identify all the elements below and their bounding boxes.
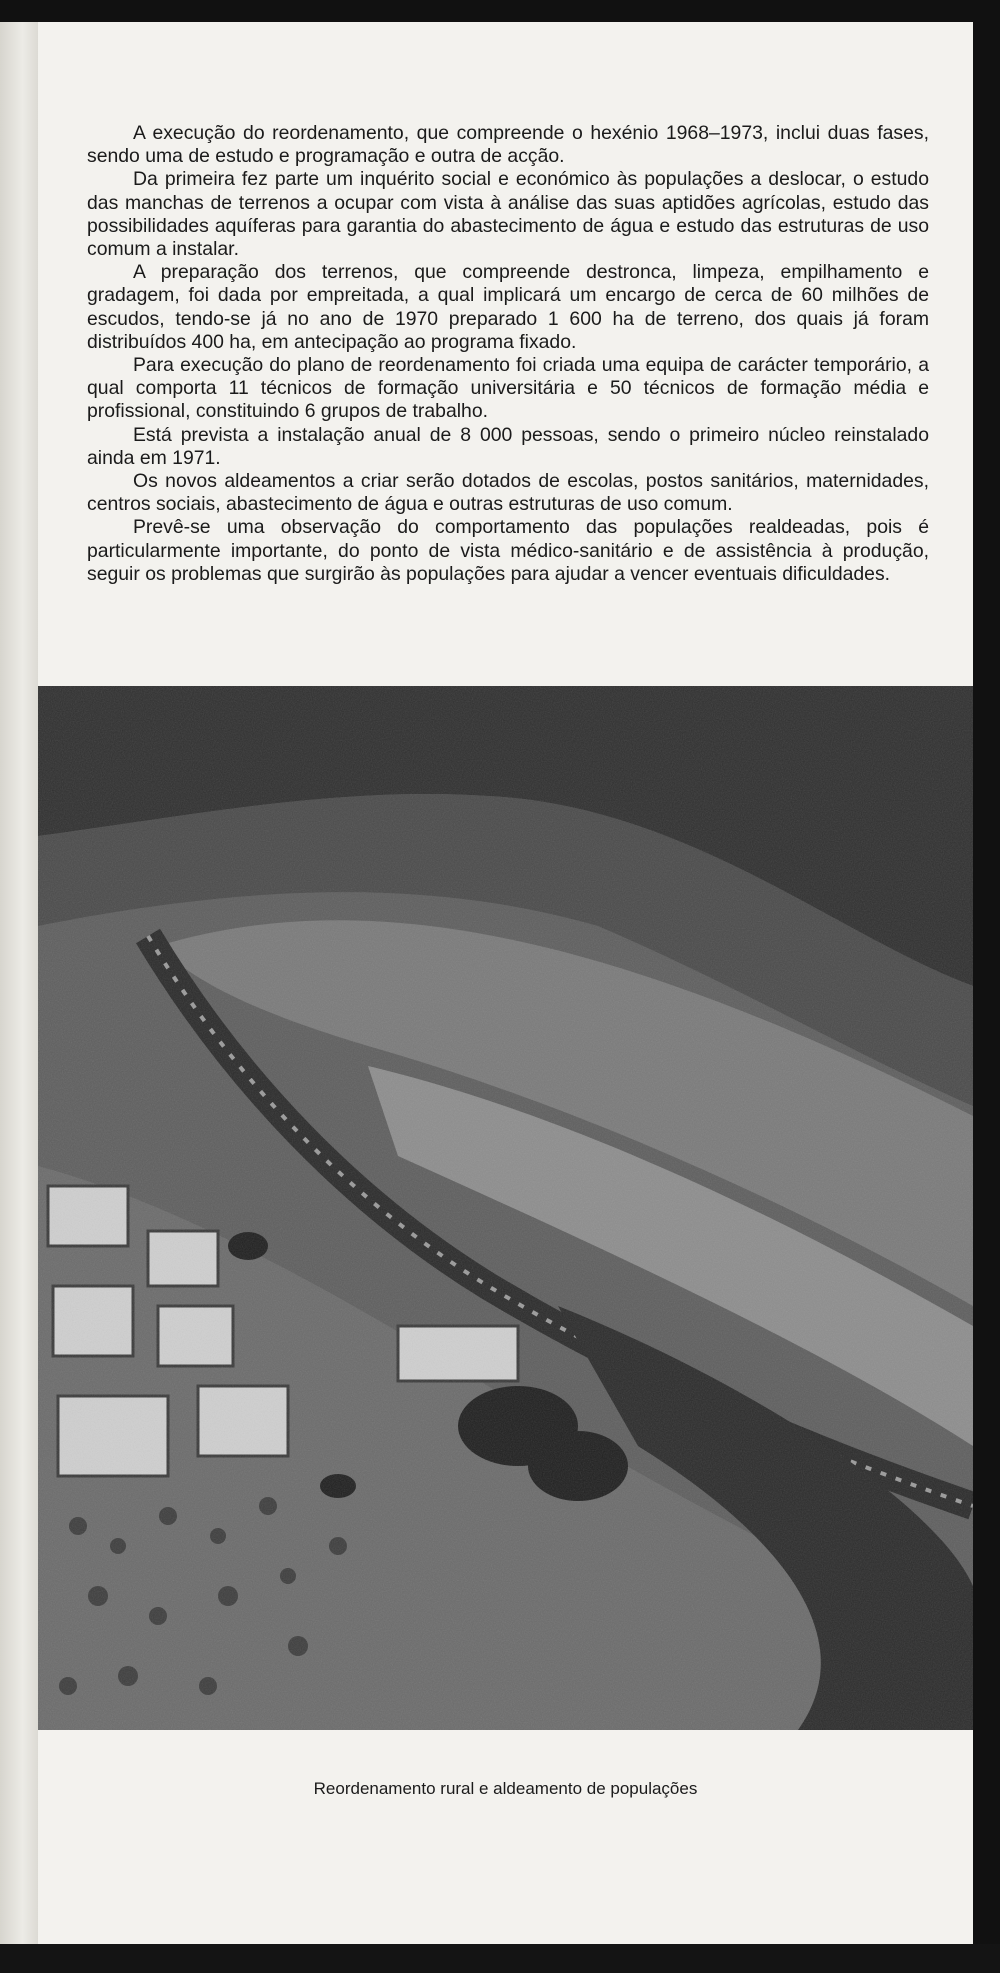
paragraph-7: Prevê-se uma observação do comportamento das populações realdeadas, pois é particularmente importante, do ponto de vista médico-sanitário e de assistência à produção, seguir os problemas que surgirão às populações para ajudar a vencer eventuais dificuldades.	[87, 516, 929, 585]
aerial-photo-village	[38, 686, 973, 1730]
paragraph-5: Está prevista a instalação anual de 8 000 pessoas, sendo o primeiro núcleo reinstalado ainda em 1971.	[87, 423, 929, 469]
document-page	[38, 22, 973, 1944]
body-text	[87, 122, 929, 586]
photo-caption: Reordenamento rural e aldeamento de populações	[313, 1779, 698, 1798]
paragraph-6: Os novos aldeamentos a criar serão dotados de escolas, postos sanitários, maternidades, centros sociais, abastecimento de água e outras estruturas de uso comum.	[87, 470, 929, 516]
paragraph-2: Da primeira fez parte um inquérito social e económico às populações a deslocar, o estudo das manchas de terrenos a ocupar com vista à análise das suas aptidões agrícolas, estudo das possibilidades aquíferas para garantia do abastecimento de água e estudo das estruturas de uso comum a instalar.	[87, 168, 929, 261]
paragraph-4: Para execução do plano de reordenamento foi criada uma equipa de carácter temporário, a qual comporta 11 técnicos de formação universitária e 50 técnicos de formação média e profissional, constituindo 6 grupos de trabalho.	[87, 354, 929, 423]
left-page-edge	[0, 22, 39, 1944]
paragraph-1: A execução do reordenamento, que compreende o hexénio 1968–1973, inclui duas fases, sendo uma de estudo e programação e outra de acção.	[87, 122, 929, 168]
scan-border-bottom	[0, 1944, 1000, 1973]
paragraph-3: A preparação dos terrenos, que compreende destronca, limpeza, empilhamento e gradagem, foi dada por empreitada, a qual implicará um encargo de cerca de 60 milhões de escudos, tendo-se já no ano de 1970 preparado 1 600 ha de terreno, dos quais já foram distribuídos 400 ha, em antecipação ao programa fixado.	[87, 261, 929, 353]
